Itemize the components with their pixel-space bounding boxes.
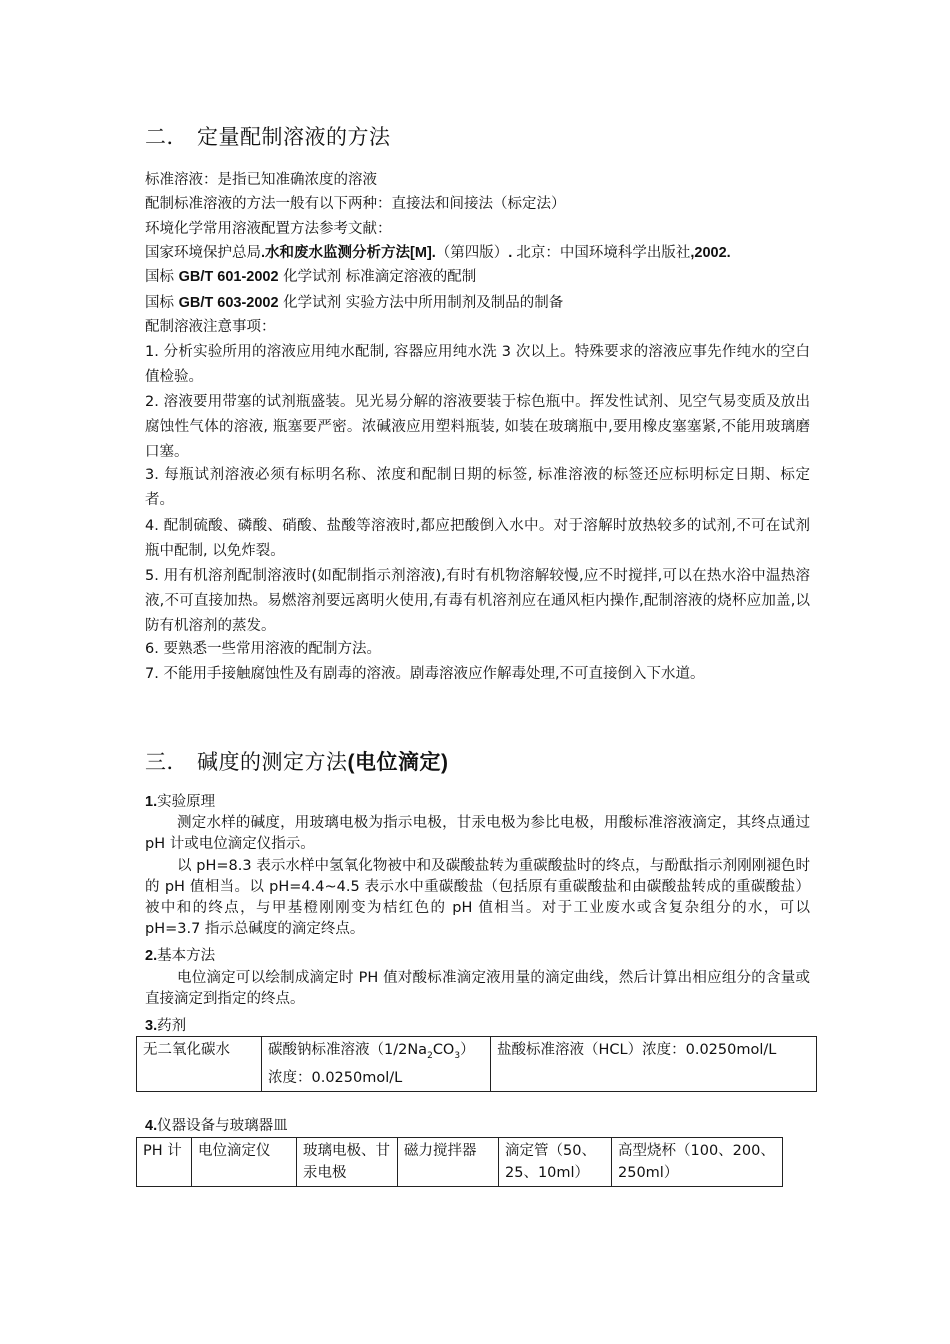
note-item-4: 4. 配制硫酸、磷酸、硝酸、盐酸等溶液时,都应把酸倒入水中。对于溶解时放热较多的试剂,不可在试剂瓶中配制, 以免炸裂。: [145, 518, 810, 559]
definition-line: 标准溶液：是指已知准确浓度的溶液: [145, 172, 377, 188]
note-item-7: 7. 不能用手接触腐蚀性及有剧毒的溶液。剧毒溶液应作解毒处理,不可直接倒入下水道。: [145, 666, 705, 682]
section-2-title: 定量配制溶液的方法: [197, 125, 391, 149]
section-3-title-suffix: (电位滴定): [347, 751, 449, 774]
subsection-1-heading: 1.实验原理: [145, 794, 216, 810]
section-3-number: 三．: [145, 750, 188, 774]
reagent-cell-1: 无二氧化碳水: [137, 1037, 262, 1092]
equipment-cell: 滴定管（50、25、10ml）: [499, 1138, 612, 1187]
note-item-6: 6. 要熟悉一些常用溶液的配制方法。: [145, 641, 381, 657]
section-2-number: 二．: [145, 125, 188, 149]
table-row: [137, 1138, 783, 1187]
reagents-table: [136, 1036, 817, 1092]
principle-paragraph-2: 以 pH=8.3 表示水样中氢氧化物被中和及碳酸盐转为重碳酸盐时的终点，与酚酞指示剂刚刚褪色时的 pH 值相当。以 pH=4.4~4.5 表示水中重碳酸盐（包括原有重碳酸盐和由碳酸盐转成的重碳酸盐）被中和的终点，与甲基橙刚刚变为桔红色的 pH 值相当。对于工业废水或含复杂组分的水，可以 pH=3.7 指示总碱度的滴定终点。: [145, 858, 810, 937]
reagent-cell-2: 碳酸钠标准溶液$(1/2Na_2CO_3)$ 浓度：0.0250mol/L: [262, 1037, 491, 1092]
equipment-cell: 电位滴定仪: [192, 1138, 297, 1187]
section-2-heading: [145, 121, 391, 151]
methods-line: 配制标准溶液的方法一般有以下两种：直接法和间接法（标定法）: [145, 196, 566, 212]
reference-2: 国标 GB/T 601-2002 化学试剂 标准滴定溶液的配制: [145, 269, 477, 285]
equipment-cell: PH 计: [137, 1138, 192, 1187]
section-3-heading: [145, 746, 449, 776]
section-3-title: 碱度的测定方法: [197, 750, 348, 774]
table-row: [137, 1037, 817, 1092]
note-item-3: 3. 每瓶试剂溶液必须有标明名称、浓度和配制日期的标签, 标准溶液的标签还应标明标定日期、标定者。: [145, 467, 810, 508]
equipment-cell: 磁力搅拌器: [398, 1138, 499, 1187]
note-item-1: 1. 分析实验所用的溶液应用纯水配制, 容器应用纯水洗 3 次以上。特殊要求的溶液应事先作纯水的空白值检验。: [145, 344, 810, 385]
reference-3: 国标 GB/T 603-2002 化学试剂 实验方法中所用制剂及制品的制备: [145, 295, 564, 311]
method-paragraph: 电位滴定可以绘制成滴定时 PH 值对酸标准滴定液用量的滴定曲线，然后计算出相应组分的含量或直接滴定到指定的终点。: [145, 970, 810, 1007]
equipment-cell: 高型烧杯（100、200、250ml）: [612, 1138, 783, 1187]
equipment-cell: 玻璃电极、甘汞电极: [297, 1138, 398, 1187]
note-item-5: 5. 用有机溶剂配制溶液时(如配制指示剂溶液),有时有机物溶解较慢,应不时搅拌,可以在热水浴中温热溶液,不可直接加热。易燃溶剂要远离明火使用,有毒有机溶剂应在通风柜内操作,配制溶液的烧杯应加盖,以防有机溶剂的蒸发。: [145, 568, 810, 634]
principle-paragraph-1: 测定水样的碱度，用玻璃电极为指示电极，甘汞电极为参比电极，用酸标准溶液滴定，其终点通过 pH 计或电位滴定仪指示。: [145, 815, 810, 852]
subsection-2-heading: 2.基本方法: [145, 948, 216, 964]
subsection-3-heading: 3.药剂: [145, 1018, 187, 1034]
note-item-2: 2. 溶液要用带塞的试剂瓶盛装。见光易分解的溶液要装于棕色瓶中。挥发性试剂、见空气易变质及放出腐蚀性气体的溶液, 瓶塞要严密。浓碱液应用塑料瓶装, 如装在玻璃瓶中,要用橡皮塞塞紧,不能用玻璃磨口塞。: [145, 394, 810, 460]
reference-1: 国家环境保护总局.水和废水监测分析方法[M].（第四版）. 北京：中国环境科学出版社,2002.: [145, 245, 731, 261]
reagent-cell-3: 盐酸标准溶液（HCL）浓度：0.0250mol/L: [491, 1037, 817, 1092]
notes-title: 配制溶液注意事项：: [145, 319, 276, 335]
subsection-4-heading: 4.仪器设备与玻璃器皿: [145, 1118, 288, 1134]
references-intro-line: 环境化学常用溶液配置方法参考文献：: [145, 221, 392, 237]
equipment-table: [136, 1137, 783, 1187]
